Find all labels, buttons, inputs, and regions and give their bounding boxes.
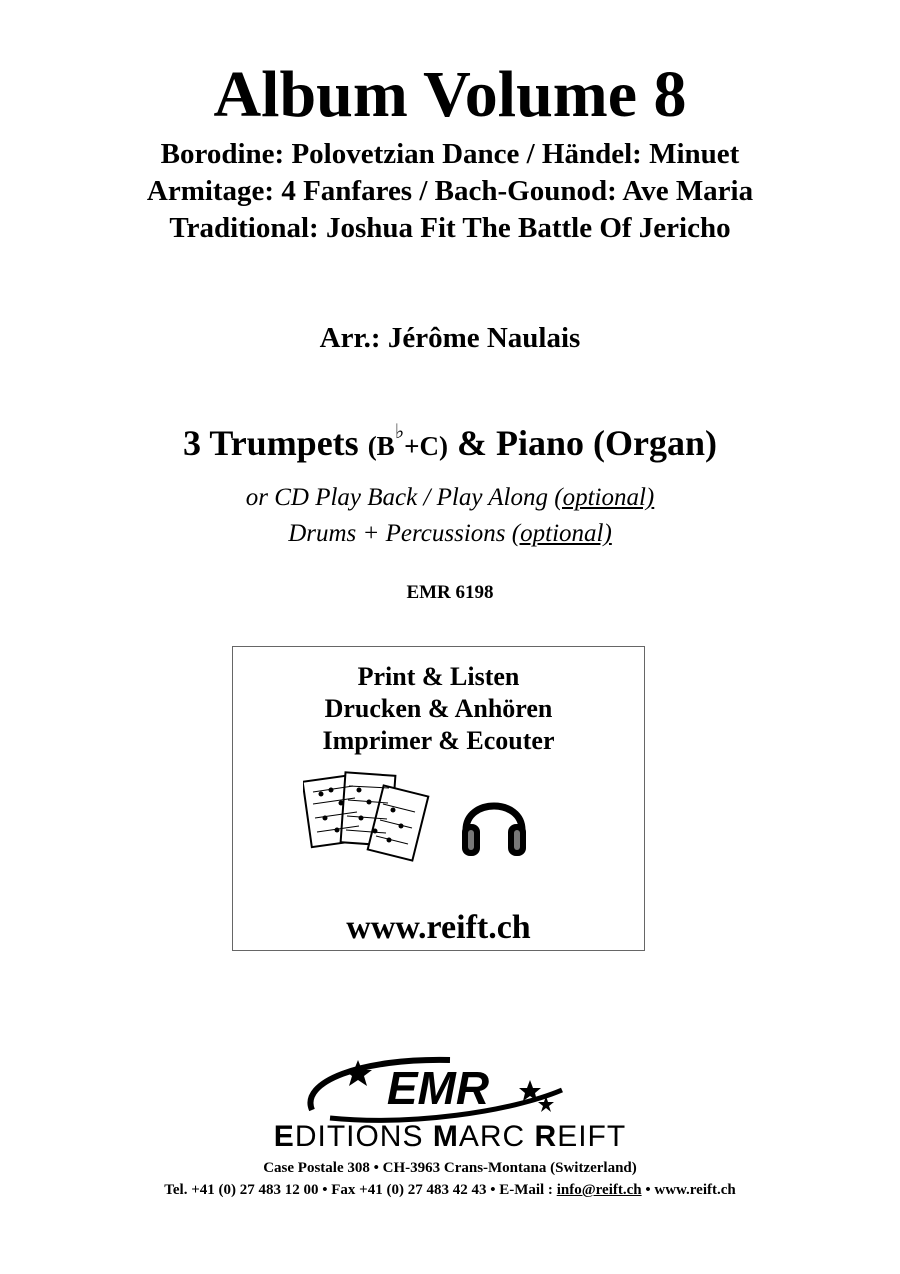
publisher-address: Case Postale 308 • CH-3963 Crans-Montana (Switzerland) xyxy=(263,1160,637,1176)
work-line: Armitage: 4 Fanfares / Bach-Gounod: Ave Maria xyxy=(146,175,754,207)
website-link[interactable]: • www.reift.ch xyxy=(641,1182,736,1198)
work-line: Borodine: Polovetzian Dance / Händel: Minuet xyxy=(160,138,740,170)
name-cap: E xyxy=(273,1120,295,1153)
work-line: Traditional: Joshua Fit The Battle Of Jericho xyxy=(169,212,731,244)
instrumentation-keys-close: +C) xyxy=(404,431,448,461)
arranger: Arr.: Jérôme Naulais xyxy=(319,322,581,354)
publisher-name xyxy=(0,1120,900,1154)
name-rest: EIFT xyxy=(557,1120,627,1153)
instrumentation-main: 3 Trumpets xyxy=(183,423,368,463)
option-text: or CD Play Back / Play Along xyxy=(245,484,555,511)
flat-sign: ♭ xyxy=(394,421,405,443)
name-rest: DITIONS xyxy=(294,1120,433,1153)
promo-line: Imprimer & Ecouter xyxy=(322,726,555,755)
catalog-number: EMR 6198 xyxy=(406,582,494,603)
instrumentation xyxy=(0,414,900,468)
works-list xyxy=(0,136,900,247)
sheet-music-icon xyxy=(303,768,433,868)
name-cap: M xyxy=(432,1120,459,1153)
option-line xyxy=(0,480,900,516)
promo-url[interactable]: www.reift.ch xyxy=(346,909,531,946)
instrumentation-keys-open: (B xyxy=(367,431,395,461)
optional-label: (optional) xyxy=(511,520,612,547)
options xyxy=(0,480,900,552)
promo-lines xyxy=(233,661,644,757)
page-title: Album Volume 8 xyxy=(213,58,687,131)
optional-label: (optional) xyxy=(554,484,655,511)
instrumentation-rest: & Piano (Organ) xyxy=(448,423,717,463)
contact-prefix: Tel. +41 (0) 27 483 12 00 • Fax +41 (0) 27 483 42 43 • E-Mail : xyxy=(164,1182,557,1198)
emr-logo-text: EMR xyxy=(386,1062,490,1114)
headphones-icon xyxy=(458,780,530,864)
publisher-contact xyxy=(0,1180,900,1200)
name-rest: ARC xyxy=(458,1120,535,1153)
email-link[interactable]: info@reift.ch xyxy=(556,1182,642,1198)
option-line xyxy=(0,516,900,552)
promo-line: Print & Listen xyxy=(357,662,520,691)
promo-line: Drucken & Anhören xyxy=(324,694,553,723)
name-cap: R xyxy=(534,1120,558,1153)
promo-box xyxy=(232,646,645,951)
option-text: Drums + Percussions xyxy=(288,520,512,547)
emr-logo xyxy=(300,1052,570,1124)
